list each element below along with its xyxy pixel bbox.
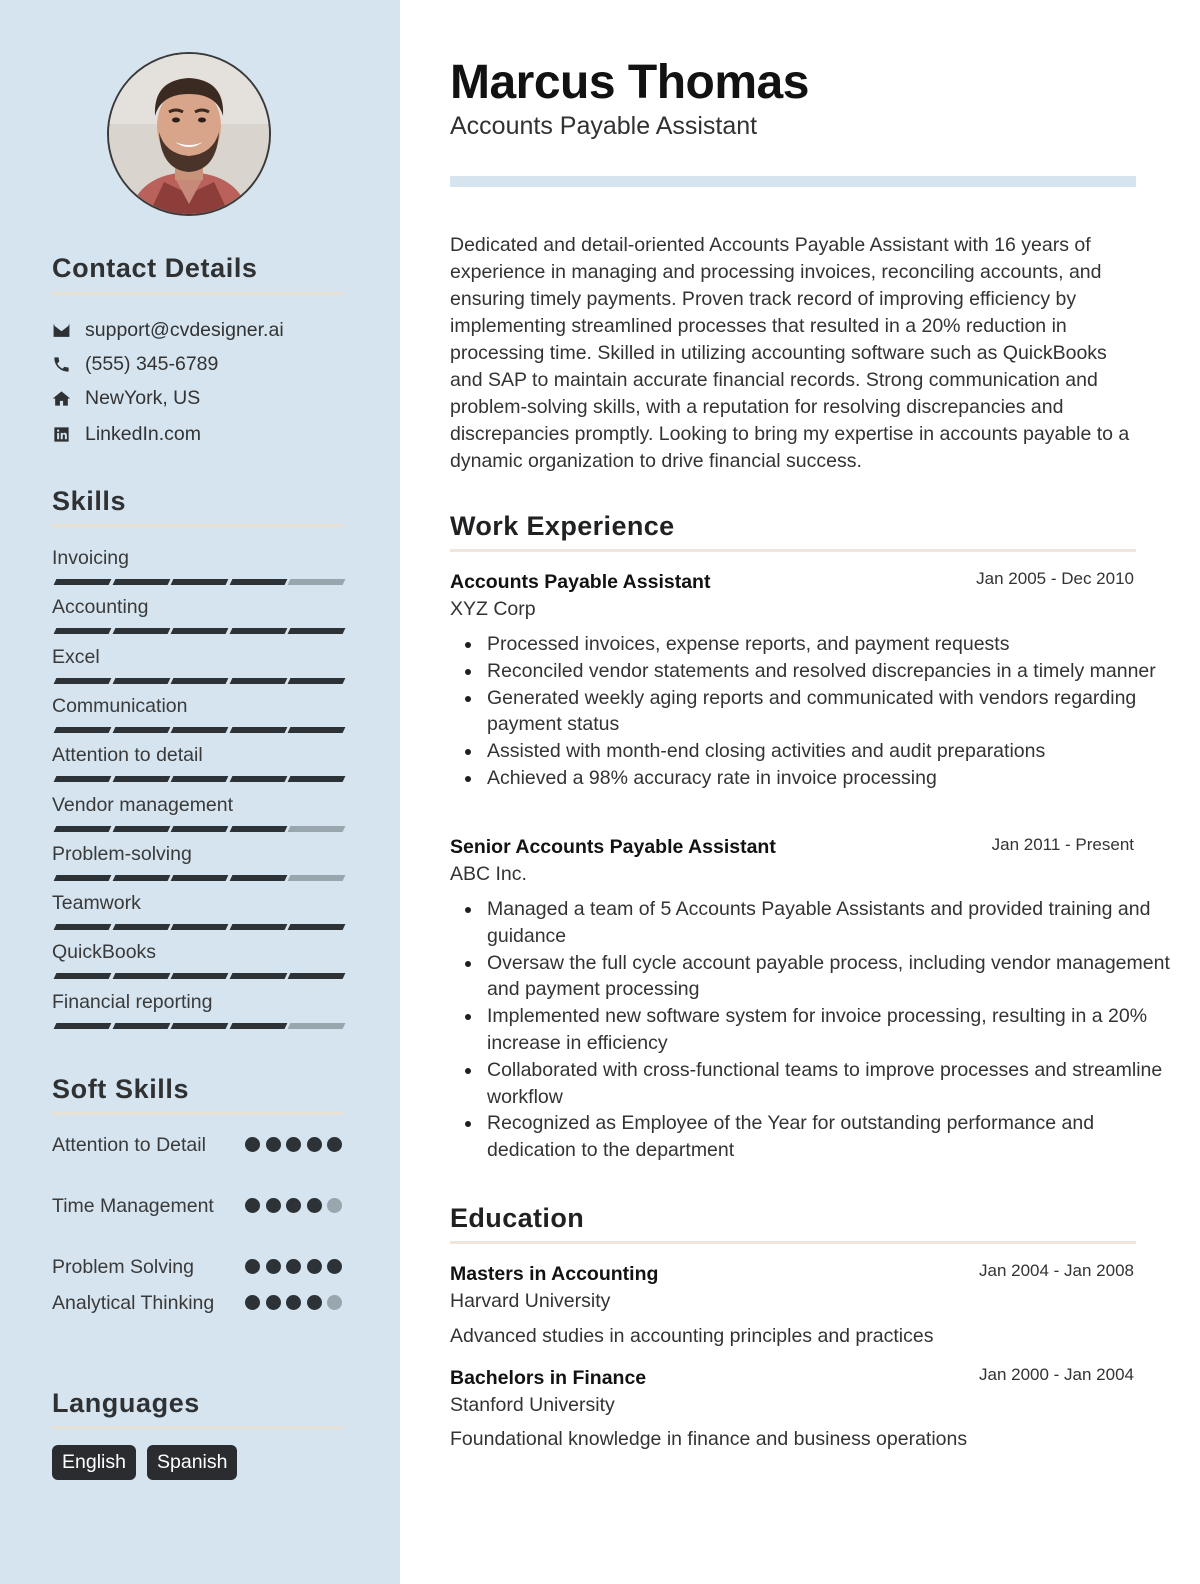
job-bullet: Implemented new software system for invoice processing, resulting in a 20% increase in efficiency xyxy=(487,1003,1177,1057)
job-title-entry: Accounts Payable Assistant xyxy=(450,571,711,593)
contact-email-text: support@cvdesigner.ai xyxy=(85,318,284,341)
skill-level-segment-filled xyxy=(229,826,287,832)
skill-name: Excel xyxy=(52,645,100,668)
soft-skills-heading: Soft Skills xyxy=(52,1074,190,1104)
work-experience-divider xyxy=(450,549,1136,552)
skill-level-segment-filled xyxy=(288,973,346,979)
skill-level-segment-filled xyxy=(54,875,112,881)
skill-level-segment-filled xyxy=(112,776,170,782)
job-bullet: Processed invoices, expense reports, and payment requests xyxy=(487,631,1177,658)
skill-level-segment-filled xyxy=(54,924,112,930)
skill-level-segment-filled xyxy=(171,579,229,585)
rating-dot-filled xyxy=(307,1198,322,1213)
skill-level-segment-filled xyxy=(229,727,287,733)
rating-dot-filled xyxy=(266,1295,281,1310)
skill-level-segment-filled xyxy=(54,776,112,782)
rating-dot-empty xyxy=(327,1295,342,1310)
skill-level-segment-filled xyxy=(229,924,287,930)
education-dates: Jan 2004 - Jan 2008 xyxy=(978,1261,1134,1280)
skill-level-segment-filled xyxy=(229,776,287,782)
phone-icon xyxy=(52,354,72,374)
contact-location xyxy=(52,385,200,411)
company-name: ABC Inc. xyxy=(450,863,527,885)
skill-level-segment-filled xyxy=(112,924,170,930)
skill-level-bar xyxy=(52,924,344,930)
envelope-icon xyxy=(52,320,72,340)
skill-level-segment-filled xyxy=(171,628,229,634)
soft-skill-name: Time Management xyxy=(52,1195,214,1217)
skill-level-segment-filled xyxy=(288,924,346,930)
skill-level-segment-filled xyxy=(171,826,229,832)
job-bullet: Reconciled vendor statements and resolved discrepancies in a timely manner xyxy=(487,658,1177,685)
languages-heading: Languages xyxy=(52,1388,200,1418)
job-bullet: Managed a team of 5 Accounts Payable Assistants and provided training and guidance xyxy=(487,896,1177,950)
skill-level-segment-filled xyxy=(171,727,229,733)
skill-item xyxy=(52,644,344,670)
education-divider xyxy=(450,1241,1136,1244)
profile-summary: Dedicated and detail-oriented Accounts Payable Assistant with 16 years of experience in managing and processing invoices, reconciling accounts, and ensuring timely payments. Proven track record of improving efficiency by implementing streamlined processes that resulted in a 20% reduction in processing time. Skilled in utilizing accounting software such as QuickBooks and SAP to maintain accurate financial records. Strong communication and problem-solving skills, with a reputation for resolving discrepancies and discrepancies promptly. Looking to bring my expertise in accounts payable to a dynamic organization to drive financial success. xyxy=(450,234,1130,472)
job-bullets xyxy=(450,896,1177,1164)
soft-skills-divider xyxy=(52,1112,344,1115)
skill-item xyxy=(52,890,344,916)
skill-level-bar xyxy=(52,727,344,733)
contact-phone[interactable] xyxy=(52,351,218,377)
skill-level-segment-empty xyxy=(288,875,346,881)
skill-name: Communication xyxy=(52,694,188,717)
rating-dot-filled xyxy=(266,1198,281,1213)
skill-item xyxy=(52,989,344,1015)
skill-level-bar xyxy=(52,628,344,634)
skill-item xyxy=(52,545,344,571)
degree-title: Bachelors in Finance xyxy=(450,1367,647,1389)
skill-item xyxy=(52,939,344,965)
skill-level-segment-filled xyxy=(171,924,229,930)
education-description: Foundational knowledge in finance and business operations xyxy=(450,1428,968,1450)
skill-name: Teamwork xyxy=(52,892,141,915)
job-dates: Jan 2011 - Present xyxy=(991,835,1134,854)
school-name: Harvard University xyxy=(450,1290,611,1312)
job-title-entry: Senior Accounts Payable Assistant xyxy=(450,836,776,858)
contact-phone-text: (555) 345-6789 xyxy=(85,352,219,375)
home-icon xyxy=(52,388,72,408)
skill-level-segment-filled xyxy=(171,776,229,782)
skill-item xyxy=(52,792,344,818)
languages-divider xyxy=(52,1426,344,1429)
skill-level-bar xyxy=(52,1023,344,1029)
education-dates: Jan 2000 - Jan 2004 xyxy=(978,1365,1134,1384)
rating-dot-filled xyxy=(286,1295,301,1310)
company-name: XYZ Corp xyxy=(450,598,536,620)
skills-divider xyxy=(52,524,344,527)
job-bullet: Assisted with month-end closing activities and audit preparations xyxy=(487,738,1177,765)
skill-level-segment-filled xyxy=(112,628,170,634)
contact-linkedin-text: LinkedIn.com xyxy=(85,422,201,445)
soft-skill-name: Attention to Detail xyxy=(52,1134,206,1156)
sidebar xyxy=(0,0,400,1584)
rating-dot-filled xyxy=(307,1137,322,1152)
skill-name: Accounting xyxy=(52,596,149,619)
education-description: Advanced studies in accounting principles and practices xyxy=(450,1325,934,1347)
skill-level-segment-filled xyxy=(229,973,287,979)
skill-level-segment-filled xyxy=(54,973,112,979)
soft-skill-name: Analytical Thinking xyxy=(52,1292,215,1314)
rating-dot-filled xyxy=(245,1198,260,1213)
rating-dot-filled xyxy=(327,1137,342,1152)
skill-level-segment-filled xyxy=(171,973,229,979)
skill-level-segment-empty xyxy=(288,826,346,832)
avatar xyxy=(107,52,271,216)
school-name: Stanford University xyxy=(450,1394,615,1416)
skills-heading: Skills xyxy=(52,486,127,516)
soft-skill-item xyxy=(52,1254,344,1280)
skill-item xyxy=(52,594,344,620)
job-bullet: Recognized as Employee of the Year for outstanding performance and dedication to the department xyxy=(487,1110,1177,1164)
skill-level-bar xyxy=(52,826,344,832)
skill-name: Financial reporting xyxy=(52,990,213,1013)
skill-level-segment-filled xyxy=(171,1023,229,1029)
job-dates: Jan 2005 - Dec 2010 xyxy=(976,569,1134,588)
skill-name: Vendor management xyxy=(52,793,234,816)
contact-location-text: NewYork, US xyxy=(85,386,201,409)
skill-level-segment-filled xyxy=(229,875,287,881)
work-experience-heading: Work Experience xyxy=(450,511,675,541)
skill-level-bar xyxy=(52,579,344,585)
job-bullet: Oversaw the full cycle account payable process, including vendor management and payment processing xyxy=(487,950,1177,1004)
skill-item xyxy=(52,742,344,768)
skill-level-segment-filled xyxy=(54,628,112,634)
skill-level-segment-filled xyxy=(112,1023,170,1029)
skill-level-bar xyxy=(52,678,344,684)
skill-level-bar xyxy=(52,973,344,979)
soft-skill-item xyxy=(52,1290,344,1316)
rating-dot-filled xyxy=(327,1259,342,1274)
rating-dot-empty xyxy=(327,1198,342,1213)
linkedin-icon xyxy=(52,424,72,444)
profile-photo xyxy=(109,54,269,214)
rating-dot-filled xyxy=(286,1198,301,1213)
soft-skill-item xyxy=(52,1193,344,1219)
rating-dot-filled xyxy=(245,1259,260,1274)
skill-level-segment-filled xyxy=(288,727,346,733)
contact-linkedin[interactable] xyxy=(52,421,201,447)
skill-name: Attention to detail xyxy=(52,744,203,767)
skill-level-segment-filled xyxy=(112,727,170,733)
degree-title: Masters in Accounting xyxy=(450,1263,659,1285)
skill-level-segment-filled xyxy=(288,678,346,684)
rating-dot-filled xyxy=(245,1295,260,1310)
skill-level-segment-filled xyxy=(288,776,346,782)
job-bullet: Achieved a 98% accuracy rate in invoice processing xyxy=(487,765,1177,792)
skill-name: Invoicing xyxy=(52,547,129,569)
education-heading: Education xyxy=(450,1203,585,1233)
rating-dot-filled xyxy=(307,1295,322,1310)
job-bullets xyxy=(450,631,1177,792)
language-badge: English xyxy=(52,1445,136,1480)
skill-level-segment-filled xyxy=(54,727,112,733)
skill-level-segment-filled xyxy=(229,1023,287,1029)
person-name: Marcus Thomas xyxy=(450,56,809,109)
skill-level-segment-filled xyxy=(54,579,112,585)
skill-level-segment-filled xyxy=(229,628,287,634)
skill-level-segment-filled xyxy=(171,875,229,881)
skill-level-bar xyxy=(52,776,344,782)
rating-dot-filled xyxy=(245,1137,260,1152)
skill-level-segment-filled xyxy=(229,678,287,684)
job-title: Accounts Payable Assistant xyxy=(450,112,758,140)
skill-level-segment-empty xyxy=(288,1023,346,1029)
contact-divider xyxy=(52,292,344,295)
skill-name: QuickBooks xyxy=(52,941,157,964)
skill-level-segment-filled xyxy=(54,1023,112,1029)
skill-level-segment-filled xyxy=(229,579,287,585)
soft-skill-name: Problem Solving xyxy=(52,1256,194,1278)
skill-level-segment-filled xyxy=(288,628,346,634)
job-bullet: Collaborated with cross-functional teams to improve processes and streamline workflow xyxy=(487,1057,1177,1111)
rating-dot-filled xyxy=(266,1137,281,1152)
skill-level-segment-filled xyxy=(112,826,170,832)
skill-item xyxy=(52,841,344,867)
rating-dot-filled xyxy=(286,1137,301,1152)
contact-heading: Contact Details xyxy=(52,253,258,283)
skill-level-segment-filled xyxy=(112,579,170,585)
skill-level-segment-filled xyxy=(112,973,170,979)
skill-level-segment-filled xyxy=(171,678,229,684)
header-divider xyxy=(450,176,1136,187)
job-bullet: Generated weekly aging reports and communicated with vendors regarding payment status xyxy=(487,685,1177,739)
skill-item xyxy=(52,693,344,719)
skill-level-segment-filled xyxy=(54,826,112,832)
skill-level-segment-filled xyxy=(112,875,170,881)
skill-level-segment-filled xyxy=(54,678,112,684)
rating-dot-filled xyxy=(286,1259,301,1274)
soft-skill-item xyxy=(52,1132,344,1158)
rating-dot-filled xyxy=(266,1259,281,1274)
skill-level-segment-empty xyxy=(288,579,346,585)
skill-level-segment-filled xyxy=(112,678,170,684)
rating-dot-filled xyxy=(307,1259,322,1274)
contact-email[interactable] xyxy=(52,317,284,343)
skill-level-bar xyxy=(52,875,344,881)
skill-name: Problem-solving xyxy=(52,842,192,865)
language-badge: Spanish xyxy=(147,1445,237,1480)
